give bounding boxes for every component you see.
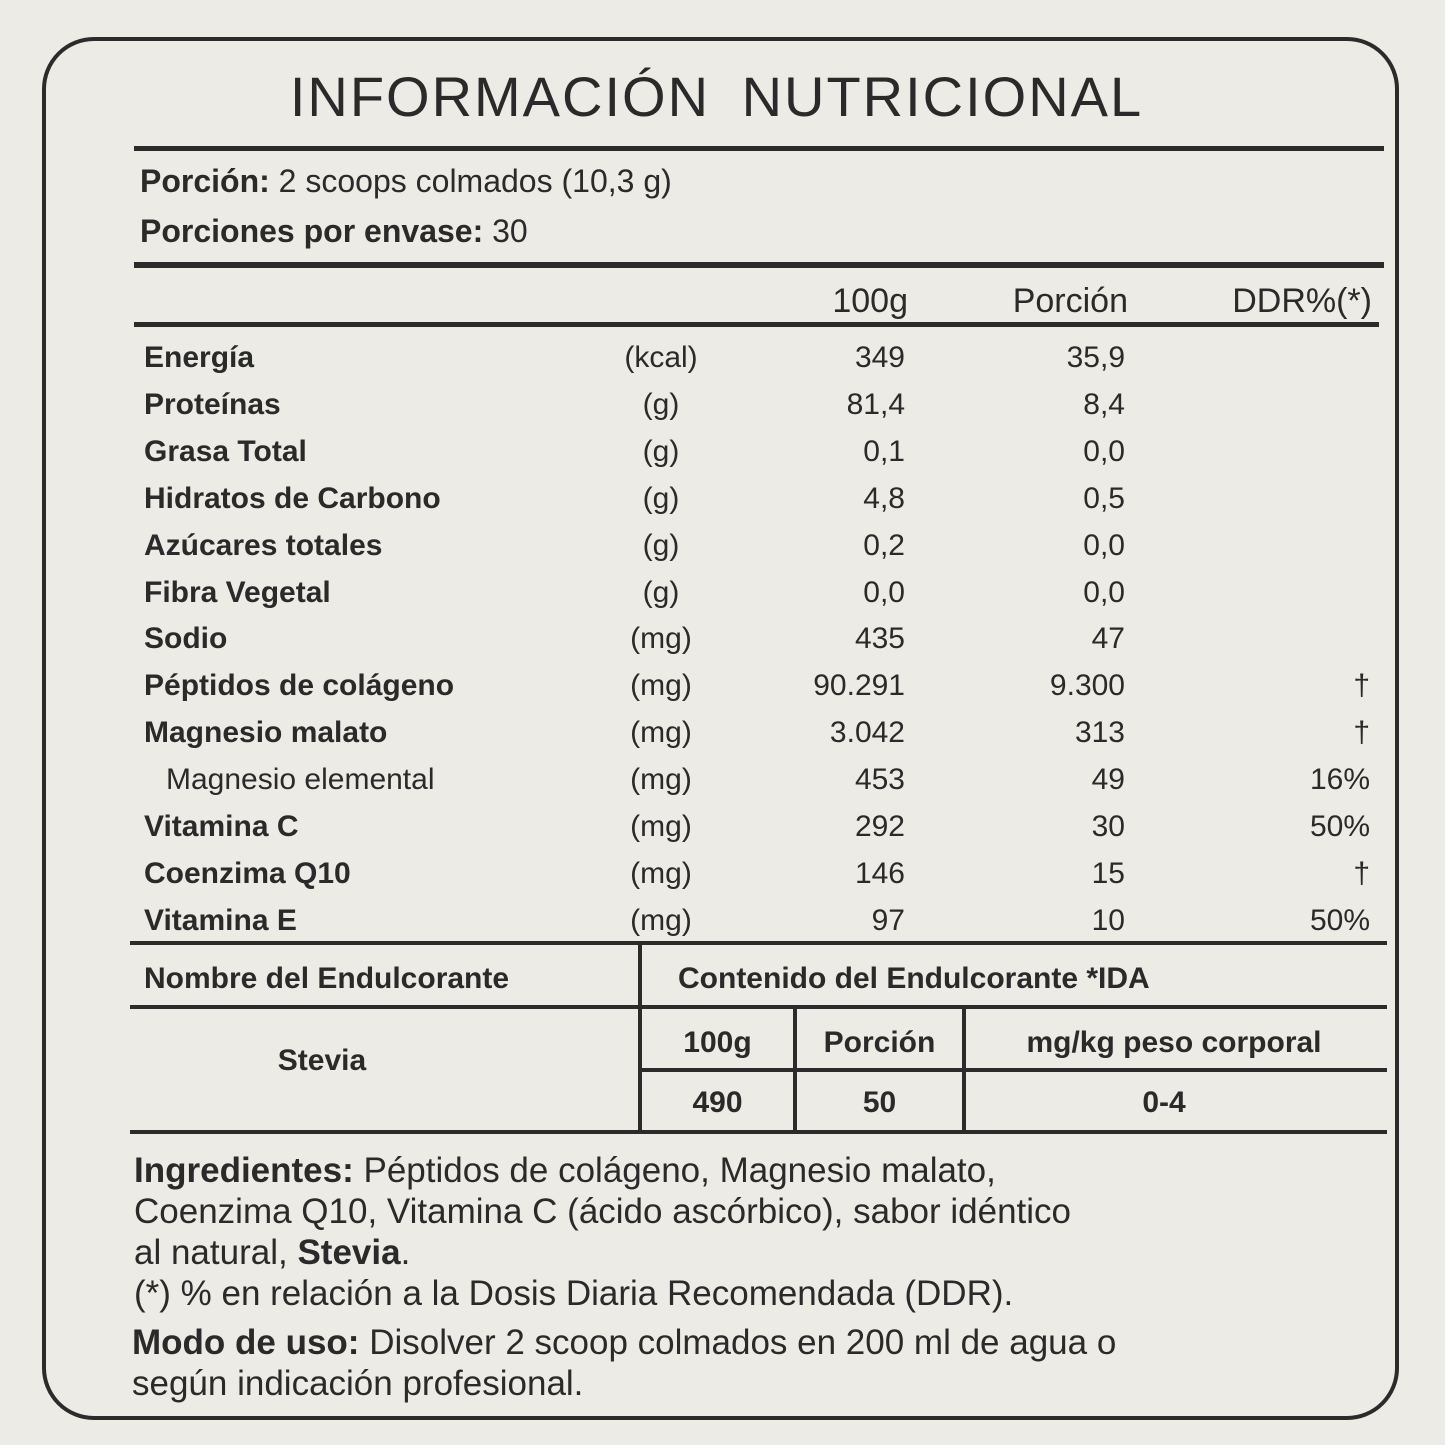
nutrient-value-portion: 0,0	[1083, 575, 1125, 609]
nutrient-value-100g: 146	[854, 856, 905, 890]
nutrient-value-100g: 97	[871, 903, 905, 937]
nutrient-value-100g: 0,0	[863, 575, 905, 609]
nutrient-name: Magnesio malato	[144, 716, 388, 750]
portions-per-pack-line	[140, 213, 528, 250]
nutrient-value-100g: 3.042	[829, 716, 905, 750]
divider-serving	[134, 262, 1384, 268]
portion-value: 2 scoops colmados (10,3 g)	[269, 163, 672, 199]
nutrient-name: Vitamina E	[144, 903, 297, 937]
page-title: INFORMACIÓN NUTRICIONAL	[289, 65, 1144, 128]
nutrient-name: Hidratos de Carbono	[144, 481, 441, 515]
nutrient-value-100g: 81,4	[846, 387, 905, 421]
portion-line	[140, 163, 672, 200]
ingredients-line-2: Coenzima Q10, Vitamina C (ácido ascórbico), sabor idéntico	[134, 1192, 1072, 1231]
table-row	[0, 716, 1445, 763]
nutrient-unit: (g)	[642, 387, 680, 421]
nutrient-value-portion: 10	[1091, 903, 1125, 937]
nutrient-value-portion: 49	[1091, 763, 1125, 797]
nutrient-name: Azúcares totales	[144, 528, 383, 562]
table-row	[0, 529, 1445, 576]
nutrient-name: Grasa Total	[144, 434, 307, 468]
nutrient-unit: (g)	[642, 481, 680, 515]
divider-header	[134, 322, 1379, 327]
nutrient-value-100g: 435	[854, 622, 905, 656]
nutrient-name: Energía	[144, 341, 255, 374]
portion-label: Porción:	[140, 163, 270, 199]
divider-nutrients-end	[130, 941, 1387, 945]
sweetener-value-100g: 490	[692, 1086, 743, 1119]
ddr-footnote: (*) % en relación a la Dosis Diaria Recomendada (DDR).	[134, 1274, 1014, 1313]
nutrient-name: Proteínas	[144, 387, 281, 421]
nutrient-value-portion: 0,5	[1083, 481, 1125, 515]
nutrient-value-100g: 0,1	[863, 434, 905, 468]
divider-top	[134, 146, 1384, 151]
column-header-100g: 100g	[832, 282, 908, 320]
table-row	[0, 857, 1445, 904]
ingredients-stevia: Stevia	[297, 1233, 401, 1272]
table-row	[0, 669, 1445, 716]
sweetener-name-header: Nombre del Endulcorante	[144, 962, 510, 995]
usage-label: Modo de uso:	[132, 1323, 360, 1362]
sweetener-divider-h2	[642, 1068, 1387, 1072]
nutrient-unit: (mg)	[630, 810, 692, 843]
nutrient-value-100g: 349	[854, 341, 905, 374]
nutrient-value-portion: 47	[1091, 622, 1125, 656]
nutrient-unit: (mg)	[630, 763, 692, 797]
sweetener-col-100g: 100g	[683, 1026, 752, 1059]
nutrient-unit: (mg)	[630, 622, 692, 656]
nutrient-value-ddr: †	[1353, 669, 1370, 703]
nutrient-value-100g: 292	[854, 810, 905, 843]
sweetener-col-ida: mg/kg peso corporal	[1026, 1026, 1322, 1059]
portions-per-pack-value: 30	[483, 213, 528, 249]
usage-line-2: según indicación profesional.	[132, 1364, 584, 1403]
table-row	[0, 482, 1445, 529]
nutrient-value-100g: 90.291	[813, 669, 905, 703]
nutrient-value-portion: 9.300	[1049, 669, 1125, 703]
nutrient-value-portion: 0,0	[1083, 434, 1125, 468]
nutrient-value-portion: 15	[1091, 856, 1125, 890]
table-row	[0, 810, 1445, 857]
ingredients-line-3	[134, 1232, 410, 1273]
nutrient-name: Péptidos de colágeno	[144, 669, 455, 703]
nutrient-name: Sodio	[144, 622, 228, 656]
nutrient-value-100g: 453	[854, 763, 905, 797]
nutrient-unit: (g)	[642, 575, 680, 609]
nutrient-unit: (mg)	[630, 903, 692, 937]
sweetener-value-ida: 0-4	[1142, 1086, 1186, 1119]
nutrient-unit: (g)	[642, 528, 680, 562]
nutrient-value-portion: 30	[1091, 810, 1125, 843]
sweetener-col-portion: Porción	[823, 1026, 936, 1059]
table-row	[0, 576, 1445, 623]
sweetener-value-portion: 50	[862, 1086, 897, 1119]
nutrient-name: Fibra Vegetal	[144, 575, 331, 609]
sweetener-divider-bottom	[130, 1130, 1387, 1134]
table-row	[0, 435, 1445, 482]
nutrient-value-ddr: 50%	[1309, 810, 1370, 843]
table-row	[0, 341, 1445, 388]
nutrient-unit: (mg)	[630, 716, 692, 750]
table-row	[0, 763, 1445, 810]
ingredients-label: Ingredientes:	[134, 1151, 354, 1190]
sweetener-name: Stevia	[277, 1044, 367, 1077]
column-header-ddr: DDR%(*)	[1232, 282, 1372, 320]
usage-line-1	[132, 1322, 1116, 1363]
portions-per-pack-label: Porciones por envase:	[140, 213, 484, 249]
nutrient-unit: (g)	[642, 434, 680, 468]
nutrient-name: Coenzima Q10	[144, 856, 351, 890]
nutrient-unit: (kcal)	[624, 341, 698, 374]
nutrient-value-ddr: 16%	[1309, 763, 1370, 797]
table-row	[0, 388, 1445, 435]
nutrient-value-100g: 0,2	[863, 528, 905, 562]
nutrient-name: Magnesio elemental	[166, 763, 435, 797]
nutrient-unit: (mg)	[630, 669, 692, 703]
ingredients-text-3: al natural,	[134, 1233, 298, 1272]
table-row	[0, 622, 1445, 669]
ingredients-text-1: Péptidos de colágeno, Magnesio malato,	[353, 1151, 996, 1190]
nutrient-value-ddr: †	[1353, 856, 1370, 890]
ingredients-text-3-end: .	[400, 1233, 411, 1272]
nutrient-value-portion: 313	[1074, 716, 1125, 750]
nutrient-value-100g: 4,8	[863, 481, 905, 515]
usage-text-1: Disolver 2 scoop colmados en 200 ml de agua o	[359, 1323, 1117, 1362]
nutrient-value-ddr: †	[1353, 716, 1370, 750]
nutrient-value-portion: 35,9	[1066, 341, 1125, 374]
sweetener-content-header: Contenido del Endulcorante *IDA	[678, 962, 1150, 995]
nutrient-value-ddr: 50%	[1309, 903, 1370, 937]
sweetener-divider-h1	[130, 1005, 1387, 1009]
nutrient-value-portion: 8,4	[1083, 387, 1125, 421]
ingredients-line-1	[134, 1150, 996, 1191]
nutrient-unit: (mg)	[630, 856, 692, 890]
nutrient-name: Vitamina C	[144, 810, 299, 843]
column-header-portion: Porción	[1012, 282, 1128, 320]
nutrient-value-portion: 0,0	[1083, 528, 1125, 562]
